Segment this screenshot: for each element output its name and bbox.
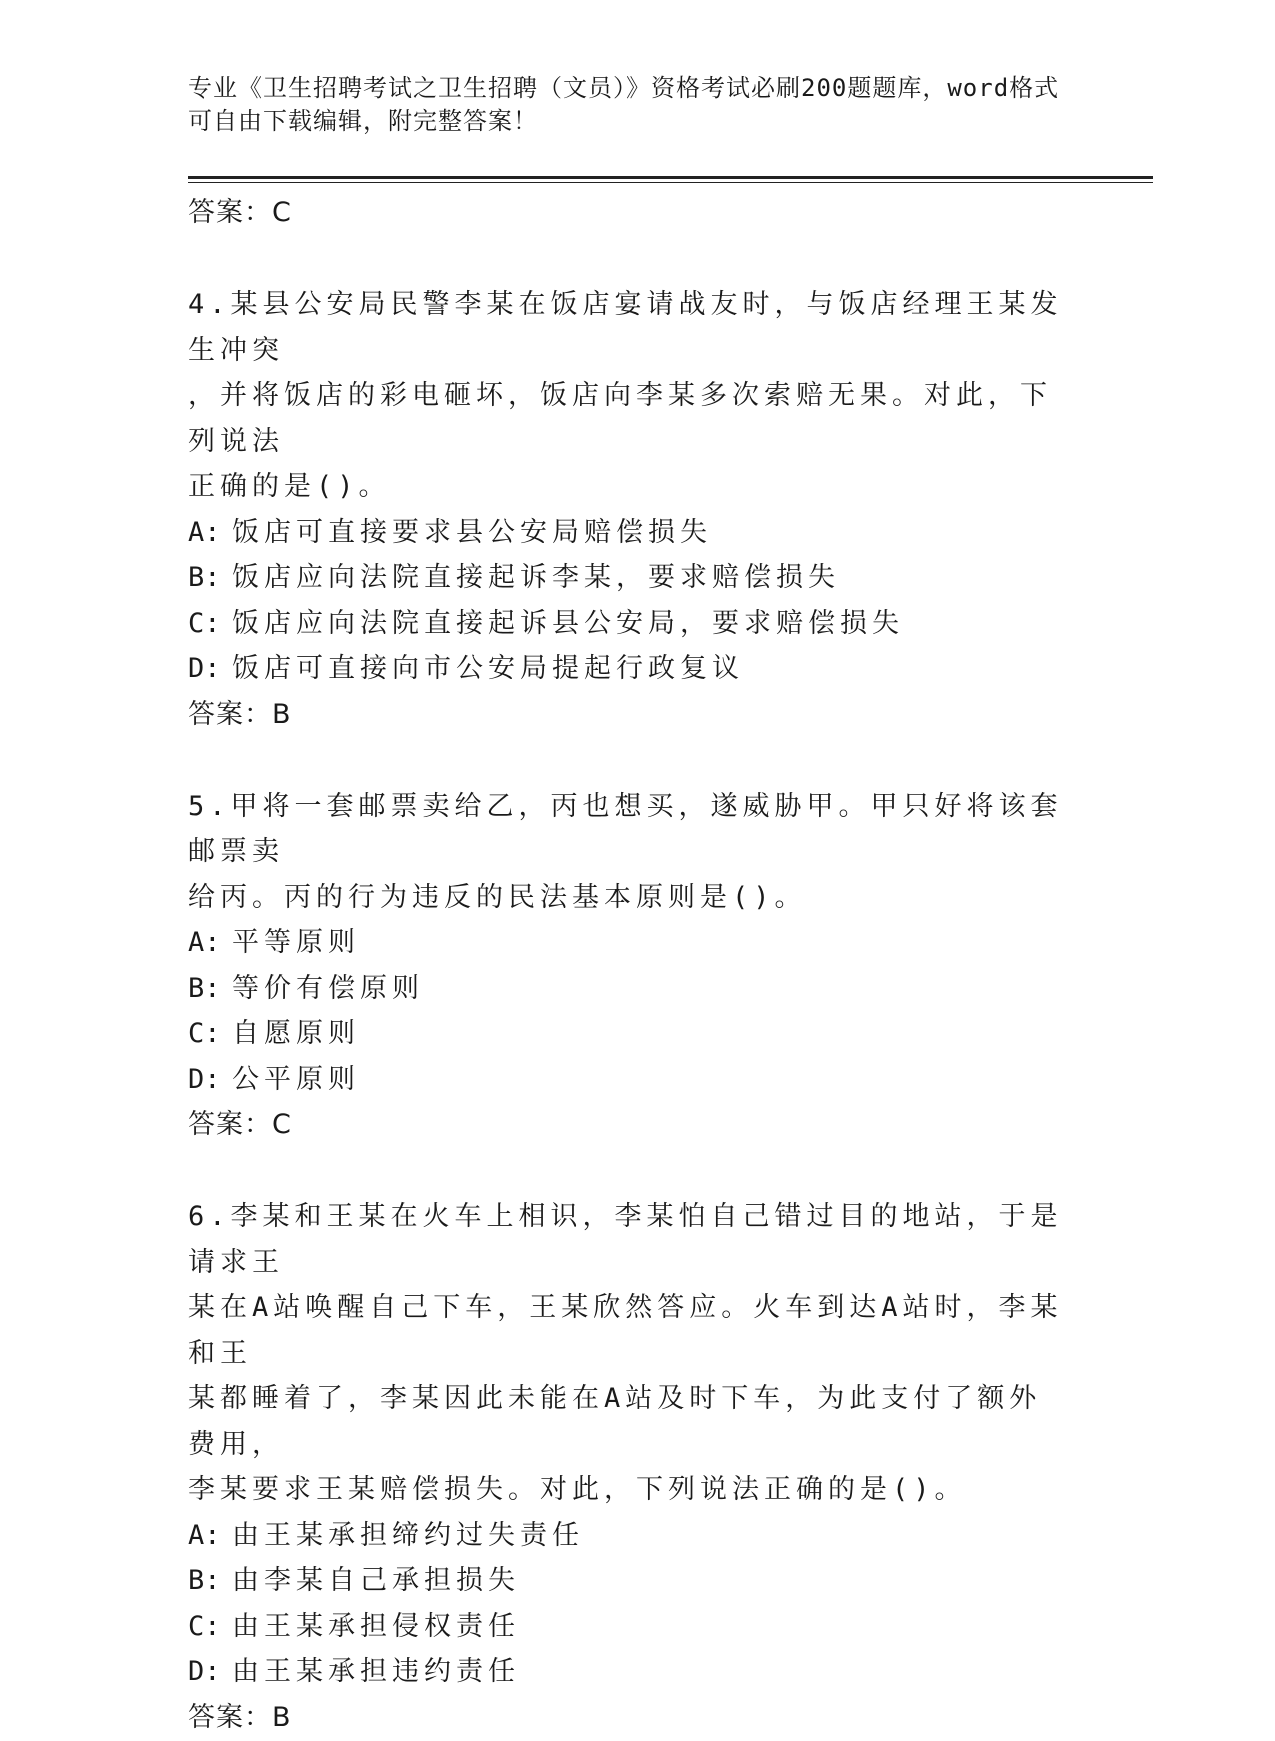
question-line: 给丙。丙的行为违反的民法基本原则是()。	[188, 881, 807, 913]
spacer	[188, 738, 1088, 784]
option-key: D:	[188, 1063, 221, 1095]
option-key: B:	[188, 562, 221, 593]
answer-label: 答案：C	[188, 197, 292, 228]
option-a	[188, 1513, 1088, 1559]
header-rule-thin	[188, 182, 1153, 183]
option-text: 公平原则	[232, 1063, 360, 1095]
question-block	[188, 1194, 1088, 1741]
question-line: 6.李某和王某在火车上相识，李某怕自己错过目的地站，于是请求王	[188, 1201, 1063, 1278]
question-line: 正确的是()。	[188, 471, 391, 502]
question-line: 某在A站唤醒自己下车，王某欣然答应。火车到达A站时，李某和王	[188, 1292, 1063, 1369]
option-text: 饭店应向法院直接起诉县公安局，要求赔偿损失	[232, 607, 904, 639]
option-text: 饭店可直接向市公安局提起行政复议	[232, 653, 744, 684]
option-key: C:	[188, 1018, 221, 1049]
option-text: 由王某承担侵权责任	[232, 1610, 520, 1642]
option-a	[188, 920, 1088, 966]
spacer	[188, 1148, 1088, 1194]
option-key: C:	[188, 607, 221, 639]
question-text	[188, 784, 1068, 921]
answer-label: 答案：C	[188, 1109, 292, 1140]
header-rule-thick	[188, 176, 1153, 179]
question-block	[188, 784, 1088, 1149]
option-c	[188, 1604, 1088, 1650]
spacer	[188, 236, 1088, 282]
option-d	[188, 646, 1088, 692]
option-key: B:	[188, 972, 221, 1004]
option-b	[188, 1558, 1088, 1604]
option-b	[188, 966, 1088, 1012]
option-c	[188, 601, 1088, 647]
option-d	[188, 1649, 1088, 1695]
question-line: 某都睡着了，李某因此未能在A站及时下车，为此支付了额外费用，	[188, 1383, 1042, 1460]
option-key: C:	[188, 1610, 221, 1642]
answer-label: 答案：B	[188, 698, 292, 730]
option-key: A:	[188, 1519, 221, 1551]
option-text: 由李某自己承担损失	[232, 1565, 520, 1596]
option-b	[188, 555, 1088, 601]
option-key: D:	[188, 1656, 221, 1687]
question-list	[188, 190, 1088, 1741]
page-header	[188, 72, 1068, 138]
option-text: 饭店应向法院直接起诉李某，要求赔偿损失	[232, 562, 840, 593]
option-text: 自愿原则	[232, 1018, 360, 1049]
question-block	[188, 282, 1088, 738]
header-line-2: 可自由下载编辑，附完整答案！	[188, 107, 538, 135]
option-d	[188, 1057, 1088, 1103]
question-text	[188, 282, 1068, 510]
option-key: A:	[188, 927, 221, 958]
question-line: ，并将饭店的彩电砸坏，饭店向李某多次索赔无果。对此，下列说法	[188, 380, 1052, 457]
question-line: 5.甲将一套邮票卖给乙，丙也想买，遂威胁甲。甲只好将该套邮票卖	[188, 790, 1063, 867]
option-text: 等价有偿原则	[232, 972, 424, 1004]
question-text	[188, 1194, 1068, 1513]
answer-label: 答案：B	[188, 1701, 292, 1733]
option-text: 由王某承担违约责任	[232, 1656, 520, 1687]
question-line: 李某要求王某赔偿损失。对此，下列说法正确的是()。	[188, 1474, 967, 1505]
option-text: 由王某承担缔约过失责任	[232, 1519, 584, 1551]
question-line: 4.某县公安局民警李某在饭店宴请战友时，与饭店经理王某发生冲突	[188, 289, 1063, 366]
option-key: A:	[188, 516, 221, 548]
option-key: D:	[188, 653, 221, 684]
option-c	[188, 1011, 1088, 1057]
option-a	[188, 510, 1088, 556]
option-text: 平等原则	[232, 927, 360, 958]
option-text: 饭店可直接要求县公安局赔偿损失	[232, 516, 712, 548]
option-key: B:	[188, 1565, 221, 1596]
header-line-1: 专业《卫生招聘考试之卫生招聘（文员）》资格考试必刷200题题库，word格式	[188, 74, 1060, 102]
